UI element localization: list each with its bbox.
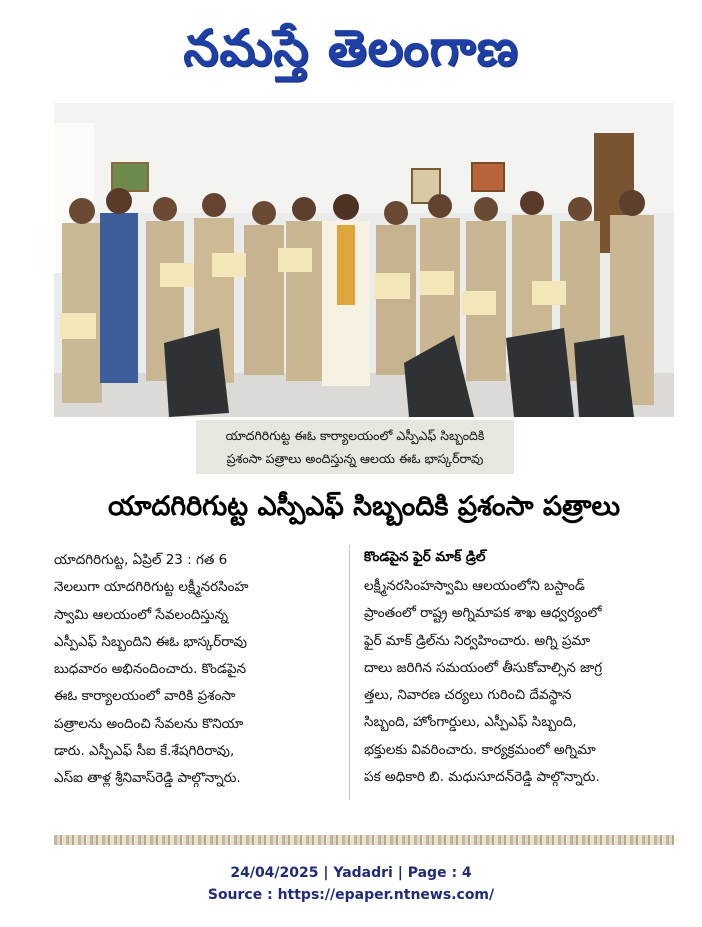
decorative-strip — [54, 835, 674, 845]
photo-caption — [196, 420, 514, 474]
body-line: ఎస్పీఎఫ్ సిబ్బందిని ఈఓ భాస్కర్‌రావు — [54, 633, 247, 650]
body-line: ఫైర్ మాక్ డ్రిల్‌ను నిర్వహించారు. అగ్ని ప్రమా — [364, 632, 591, 649]
column-divider — [349, 545, 350, 800]
body-line: ఈఓ కార్యాలయంలో వారికి ప్రశంసా — [54, 688, 236, 705]
newspaper-logo: నమస్తే తెలంగాణ — [183, 19, 519, 77]
body-line: స్వామి ఆలయంలో సేవలందిస్తున్న — [54, 606, 229, 623]
body-line: భక్తులకు వివరించారు. కార్యక్రమంలో అగ్నిమా — [364, 741, 596, 758]
body-line: బుధవారం అభినందించారు. కొండపైన — [54, 661, 247, 678]
source-link[interactable]: Source : https://epaper.ntnews.com/ — [207, 887, 495, 903]
body-line: డారు. ఎస్పీఎఫ్ సీఐ కే.శేషగిరిరావు, — [54, 743, 235, 760]
article-headline: యాదగిరిగుట్ట ఎస్పీఎఫ్ సిబ్బందికి ప్రశంసా పత్రాలు — [107, 491, 621, 522]
masthead — [0, 0, 702, 96]
article-body-left — [54, 547, 340, 793]
body-line: పక అధికారి బి. మధుసూదన్‌రెడ్డి పాల్గొన్నారు. — [364, 769, 600, 786]
sub-headline: కొండపైన ఫైర్ మాక్ డ్రిల్ — [364, 549, 486, 565]
body-line: లక్ష్మీనరసింహస్వామి ఆలయంలోని బస్టాండ్ — [364, 578, 585, 594]
caption-line-2: ప్రశంసా పత్రాలు అందిస్తున్న ఆలయ ఈఓ భాస్కర్‌రావు — [226, 451, 484, 466]
article-body-right — [364, 547, 674, 791]
body-line: సిబ్బంది, హోంగార్డులు, ఎస్పీఎఫ్ సిబ్బంది, — [364, 714, 577, 731]
body-line: యాదగిరిగుట్ట, ఏప్రిల్ 23 : గత 6 — [54, 552, 228, 568]
body-line: దాలు జరిగిన సమయంలో తీసుకోవాల్సిన జాగ్ర — [364, 659, 603, 676]
body-line: త్తలు, నివారణ చర్యలు గురించి దేవస్థాన — [364, 687, 572, 704]
edition-info: 24/04/2025 | Yadadri | Page : 4 — [230, 865, 472, 881]
news-photo — [54, 103, 674, 417]
body-line: ఎస్ఐ తాళ్ల శ్రీనివాస్‌రెడ్డి పాల్గొన్నారు. — [54, 770, 241, 787]
body-line: ప్రాంతంలో రాష్ట్ర అగ్నిమాపక శాఖ ఆధ్వర్యంలో — [364, 605, 602, 622]
body-line: నెలలుగా యాదగిరిగుట్ట లక్ష్మీనరసింహ — [54, 579, 249, 596]
body-line: పత్రాలను అందించి సేవలను కొనియా — [54, 715, 244, 732]
caption-line-1: యాదగిరిగుట్ట ఈఓ కార్యాలయంలో ఎస్పీఎఫ్ సిబ్బందికి — [225, 428, 485, 443]
page-footer — [0, 862, 702, 906]
